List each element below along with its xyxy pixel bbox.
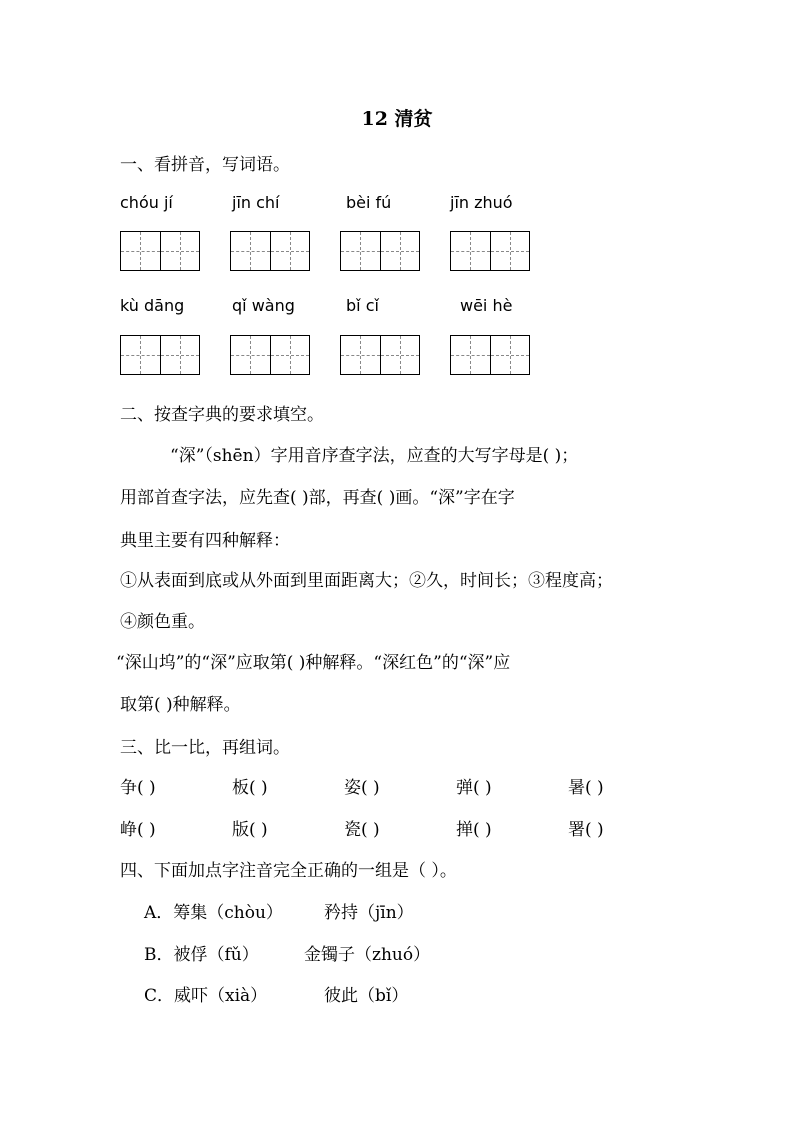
compare-item: 争( ) [120,778,156,798]
option-b-part2: 金镯子（zhuó） [304,945,431,965]
writing-grid[interactable] [340,335,420,375]
compare-item: 暑( ) [568,778,604,798]
writing-grid[interactable] [230,335,310,375]
section2-line: “深”（shēn）字用音序查字法，应查的大写字母是( )； [170,446,579,466]
section2-heading: 二、按查字典的要求填空。 [120,405,324,425]
option-b-part1: B．被俘（fǔ） [144,945,259,965]
writing-grid[interactable] [450,335,530,375]
pinyin-label: jīn chí [232,193,280,212]
pinyin-label: wēi hè [460,296,513,315]
pinyin-label: chóu jí [120,193,173,212]
option-c-part1: C．威吓（xià） [144,986,268,1006]
writing-grid[interactable] [120,335,200,375]
section4-heading: 四、下面加点字注音完全正确的一组是（ ）。 [120,861,457,881]
writing-grid[interactable] [230,231,310,271]
pinyin-label: jīn zhuó [450,193,513,212]
compare-item: 署( ) [568,820,604,840]
section2-line: 典里主要有四种解释： [120,531,290,551]
pinyin-label: kù dāng [120,296,185,315]
section2-line: ①从表面到底或从外面到里面距离大；②久，时间长；③程度高； [120,571,613,591]
compare-item: 掸( ) [456,820,492,840]
section2-line: ④颜色重。 [120,612,205,632]
section2-line: “深山坞”的“深”应取第( )种解释。“深红色”的“深”应 [116,653,511,673]
compare-item: 姿( ) [344,778,380,798]
compare-item: 峥( ) [120,820,156,840]
option-c-part2: 彼此（bǐ） [324,986,409,1006]
writing-grid[interactable] [120,231,200,271]
writing-grid[interactable] [340,231,420,271]
page-title: 12 清贫 [361,108,433,130]
section1-heading: 一、看拼音，写词语。 [120,155,290,175]
writing-grid[interactable] [450,231,530,271]
pinyin-label: bǐ cǐ [346,296,379,315]
section2-line: 取第( )种解释。 [120,695,241,715]
section2-line: 用部首查字法，应先查( )部，再查( )画。“深”字在字 [120,488,515,508]
compare-item: 瓷( ) [344,820,380,840]
option-a-part1: A．筹集（chòu） [144,903,283,923]
pinyin-label: qǐ wàng [232,296,295,315]
option-a-part2: 矜持（jīn） [324,903,414,923]
pinyin-label: bèi fú [346,193,392,212]
compare-item: 板( ) [232,778,268,798]
section3-heading: 三、比一比，再组词。 [120,738,290,758]
compare-item: 版( ) [232,820,268,840]
compare-item: 弹( ) [456,778,492,798]
